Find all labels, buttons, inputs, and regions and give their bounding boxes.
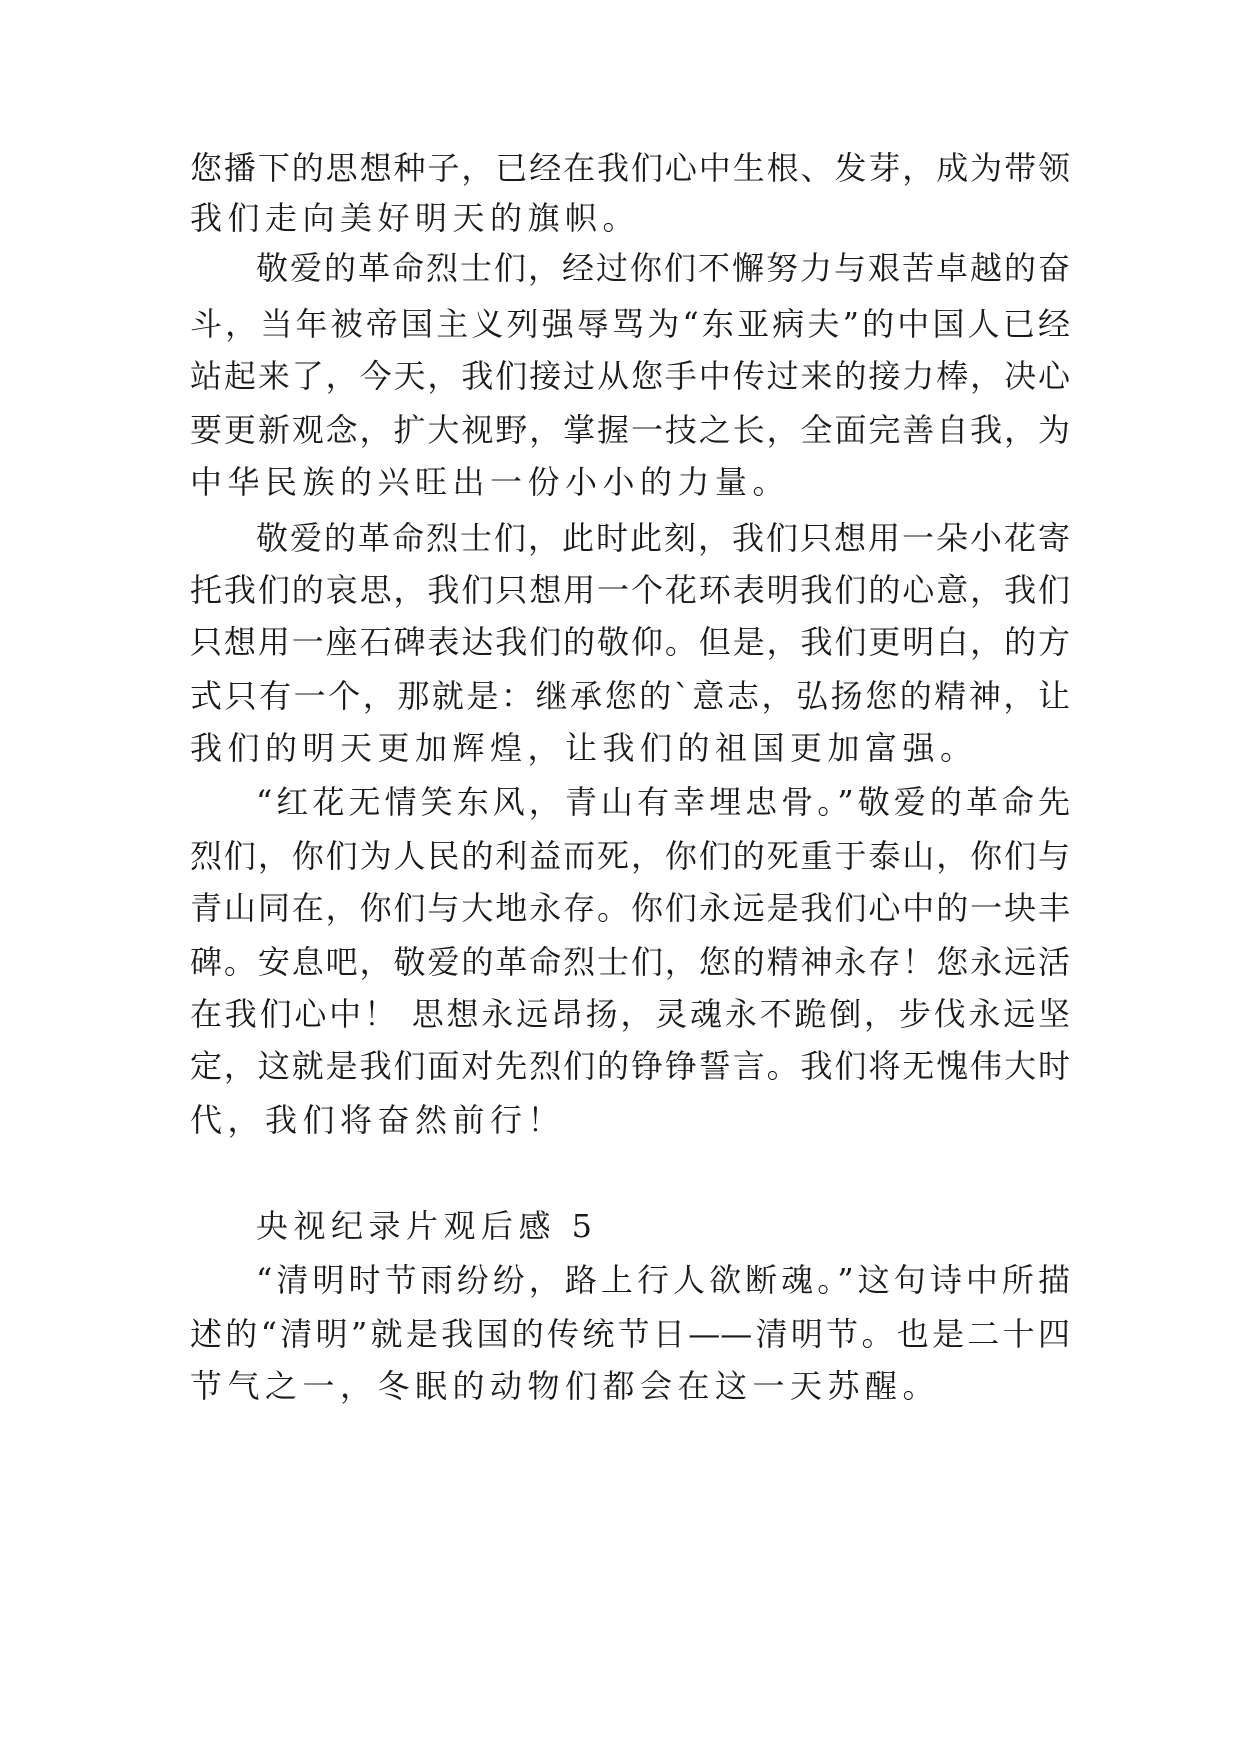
paragraph-line: 托我们的哀思，我们只想用一个花环表明我们的心意，我们 [190, 571, 1070, 609]
paragraph-line: 碑。安息吧，敬爱的革命烈士们，您的精神永存！您永远活 [190, 943, 1070, 981]
section-heading: 央视纪录片观后感 5 [256, 1207, 598, 1245]
paragraph-line: 定，这就是我们面对先烈们的铮铮誓言。我们将无愧伟大时 [190, 1047, 1070, 1085]
paragraph-line: 中华民族的兴旺出一份小小的力量。 [190, 463, 791, 501]
paragraph-line: “红花无情笑东风，青山有幸埋忠骨。”敬爱的革命先 [256, 783, 1070, 821]
paragraph-line: 我们的明天更加辉煌，让我们的祖国更加富强。 [190, 729, 978, 767]
paragraph-line: “清明时节雨纷纷，路上行人欲断魂。”这句诗中所描 [256, 1261, 1070, 1299]
paragraph-line: 我们走向美好明天的旗帜。 [190, 199, 641, 237]
paragraph-line: 代，我们将奋然前行！ [190, 1101, 566, 1139]
paragraph-line: 述的“清明”就是我国的传统节日——清明节。也是二十四 [190, 1315, 1070, 1353]
paragraph-line: 敬爱的革命烈士们，此时此刻，我们只想用一朵小花寄 [256, 519, 1070, 557]
paragraph-line: 只想用一座石碑表达我们的敬仰。但是，我们更明白，的方 [190, 623, 1070, 661]
paragraph-line: 青山同在，你们与大地永存。你们永远是我们心中的一块丰 [190, 889, 1070, 927]
paragraph-line: 式只有一个，那就是：继承您的`意志，弘扬您的精神，让 [190, 677, 1070, 715]
paragraph-line: 敬爱的革命烈士们，经过你们不懈努力与艰苦卓越的奋 [256, 249, 1070, 287]
paragraph-line: 斗，当年被帝国主义列强辱骂为“东亚病夫”的中国人已经 [190, 305, 1070, 343]
paragraph-line: 站起来了，今天，我们接过从您手中传过来的接力棒，决心 [190, 357, 1070, 395]
paragraph-line: 在我们心中！ 思想永远昂扬，灵魂永不跪倒，步伐永远坚 [190, 995, 1070, 1033]
paragraph-line: 您播下的思想种子，已经在我们心中生根、发芽，成为带领 [190, 149, 1070, 187]
paragraph-line: 要更新观念，扩大视野，掌握一技之长，全面完善自我，为 [190, 411, 1070, 449]
paragraph-line: 烈们，你们为人民的利益而死，你们的死重于泰山，你们与 [190, 837, 1070, 875]
paragraph-line: 节气之一，冬眠的动物们都会在这一天苏醒。 [190, 1367, 941, 1405]
